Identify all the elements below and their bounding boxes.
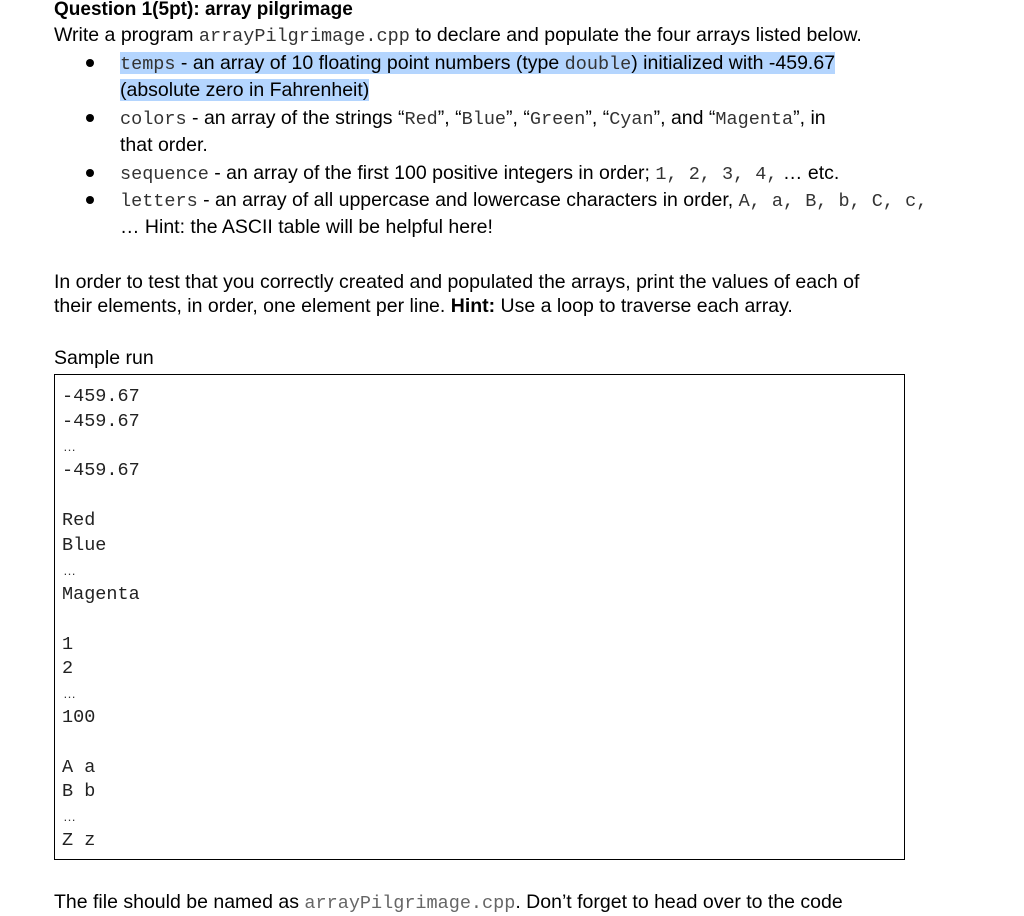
colors-text-1: - an array of the strings “	[186, 107, 405, 129]
intro-text-1: Write a program	[54, 24, 199, 46]
output-ellipsis: …	[63, 563, 76, 578]
color-cyan: Cyan	[609, 109, 654, 130]
footer-line	[54, 890, 843, 916]
output-ellipsis: …	[63, 686, 76, 701]
colors-sep: ”, “	[585, 107, 610, 129]
bullet-temps-line-2	[120, 78, 369, 102]
sample-run-label: Sample run	[54, 347, 154, 369]
bullet-sequence	[120, 161, 839, 187]
letters-code: letters	[120, 191, 198, 212]
output-line: -459.67	[62, 386, 140, 407]
bullet-temps-line-1	[120, 51, 835, 77]
output-ellipsis: …	[63, 439, 76, 454]
sequence-code: sequence	[120, 164, 209, 185]
colors-line-2: that order.	[120, 134, 208, 156]
output-line: 100	[62, 707, 96, 728]
colors-sep: ”, and “	[653, 107, 716, 129]
sequence-text-2: … etc.	[777, 162, 840, 184]
intro-text-2: to declare and populate the four arrays listed below.	[409, 24, 862, 46]
output-line: 2	[62, 658, 74, 679]
test-paragraph-line-1: In order to test that you correctly created and populated the arrays, print the values of each of	[54, 271, 860, 293]
bullet-dot	[86, 169, 94, 177]
sample-run-box	[54, 374, 905, 860]
bullet-letters-line-1	[120, 188, 927, 214]
bullet-dot	[86, 114, 94, 122]
sequence-values: 1, 2, 3, 4,	[655, 164, 778, 185]
sequence-text-1: - an array of the first 100 positive integers in order;	[208, 162, 656, 184]
colors-code: colors	[120, 109, 187, 130]
color-red: Red	[404, 109, 438, 130]
bullet-colors-line-1	[120, 106, 826, 132]
output-line: Magenta	[62, 584, 140, 605]
colors-text-end: ”, in	[793, 107, 826, 129]
output-line: 1	[62, 634, 74, 655]
temps-line-2: (absolute zero in Fahrenheit)	[120, 79, 370, 101]
output-line: Blue	[62, 535, 107, 556]
output-ellipsis: …	[63, 809, 76, 824]
double-code: double	[564, 54, 632, 75]
colors-sep: ”, “	[506, 107, 530, 129]
bullet-dot	[86, 196, 94, 204]
letters-values: A, a, B, b, C, c,	[738, 191, 928, 212]
test-paragraph-line-2	[54, 294, 793, 318]
footer-text-1: The file should be named as	[54, 891, 305, 913]
colors-sep: ”, “	[437, 107, 462, 129]
test-text-a: their elements, in order, one element per line.	[54, 295, 451, 317]
color-magenta: Magenta	[715, 109, 794, 130]
output-line: Z z	[62, 830, 96, 851]
intro-paragraph	[54, 23, 862, 49]
letters-text-1: - an array of all uppercase and lowercase characters in order,	[197, 189, 739, 211]
temps-text-2: ) initialized with -459.67	[631, 52, 836, 74]
output-line: Red	[62, 510, 96, 531]
temps-code: temps	[120, 54, 176, 75]
output-line: A a	[62, 757, 96, 778]
color-blue: Blue	[461, 109, 507, 130]
temps-text-1: - an array of 10 floating point numbers (type	[175, 52, 565, 74]
color-green: Green	[529, 109, 586, 130]
intro-filename: arrayPilgrimage.cpp	[198, 26, 410, 47]
test-text-c: Use a loop to traverse each array.	[495, 295, 793, 317]
hint-label: Hint:	[450, 295, 496, 317]
footer-text-2: . Don’t forget to head over to the code	[515, 891, 843, 913]
output-line: -459.67	[62, 460, 140, 481]
letters-line-2: … Hint: the ASCII table will be helpful here!	[120, 216, 493, 238]
output-line: -459.67	[62, 411, 140, 432]
bullet-dot	[86, 59, 94, 67]
footer-filename: arrayPilgrimage.cpp	[304, 893, 516, 914]
question-title: Question 1(5pt): array pilgrimage	[54, 0, 353, 20]
output-line: B b	[62, 781, 96, 802]
